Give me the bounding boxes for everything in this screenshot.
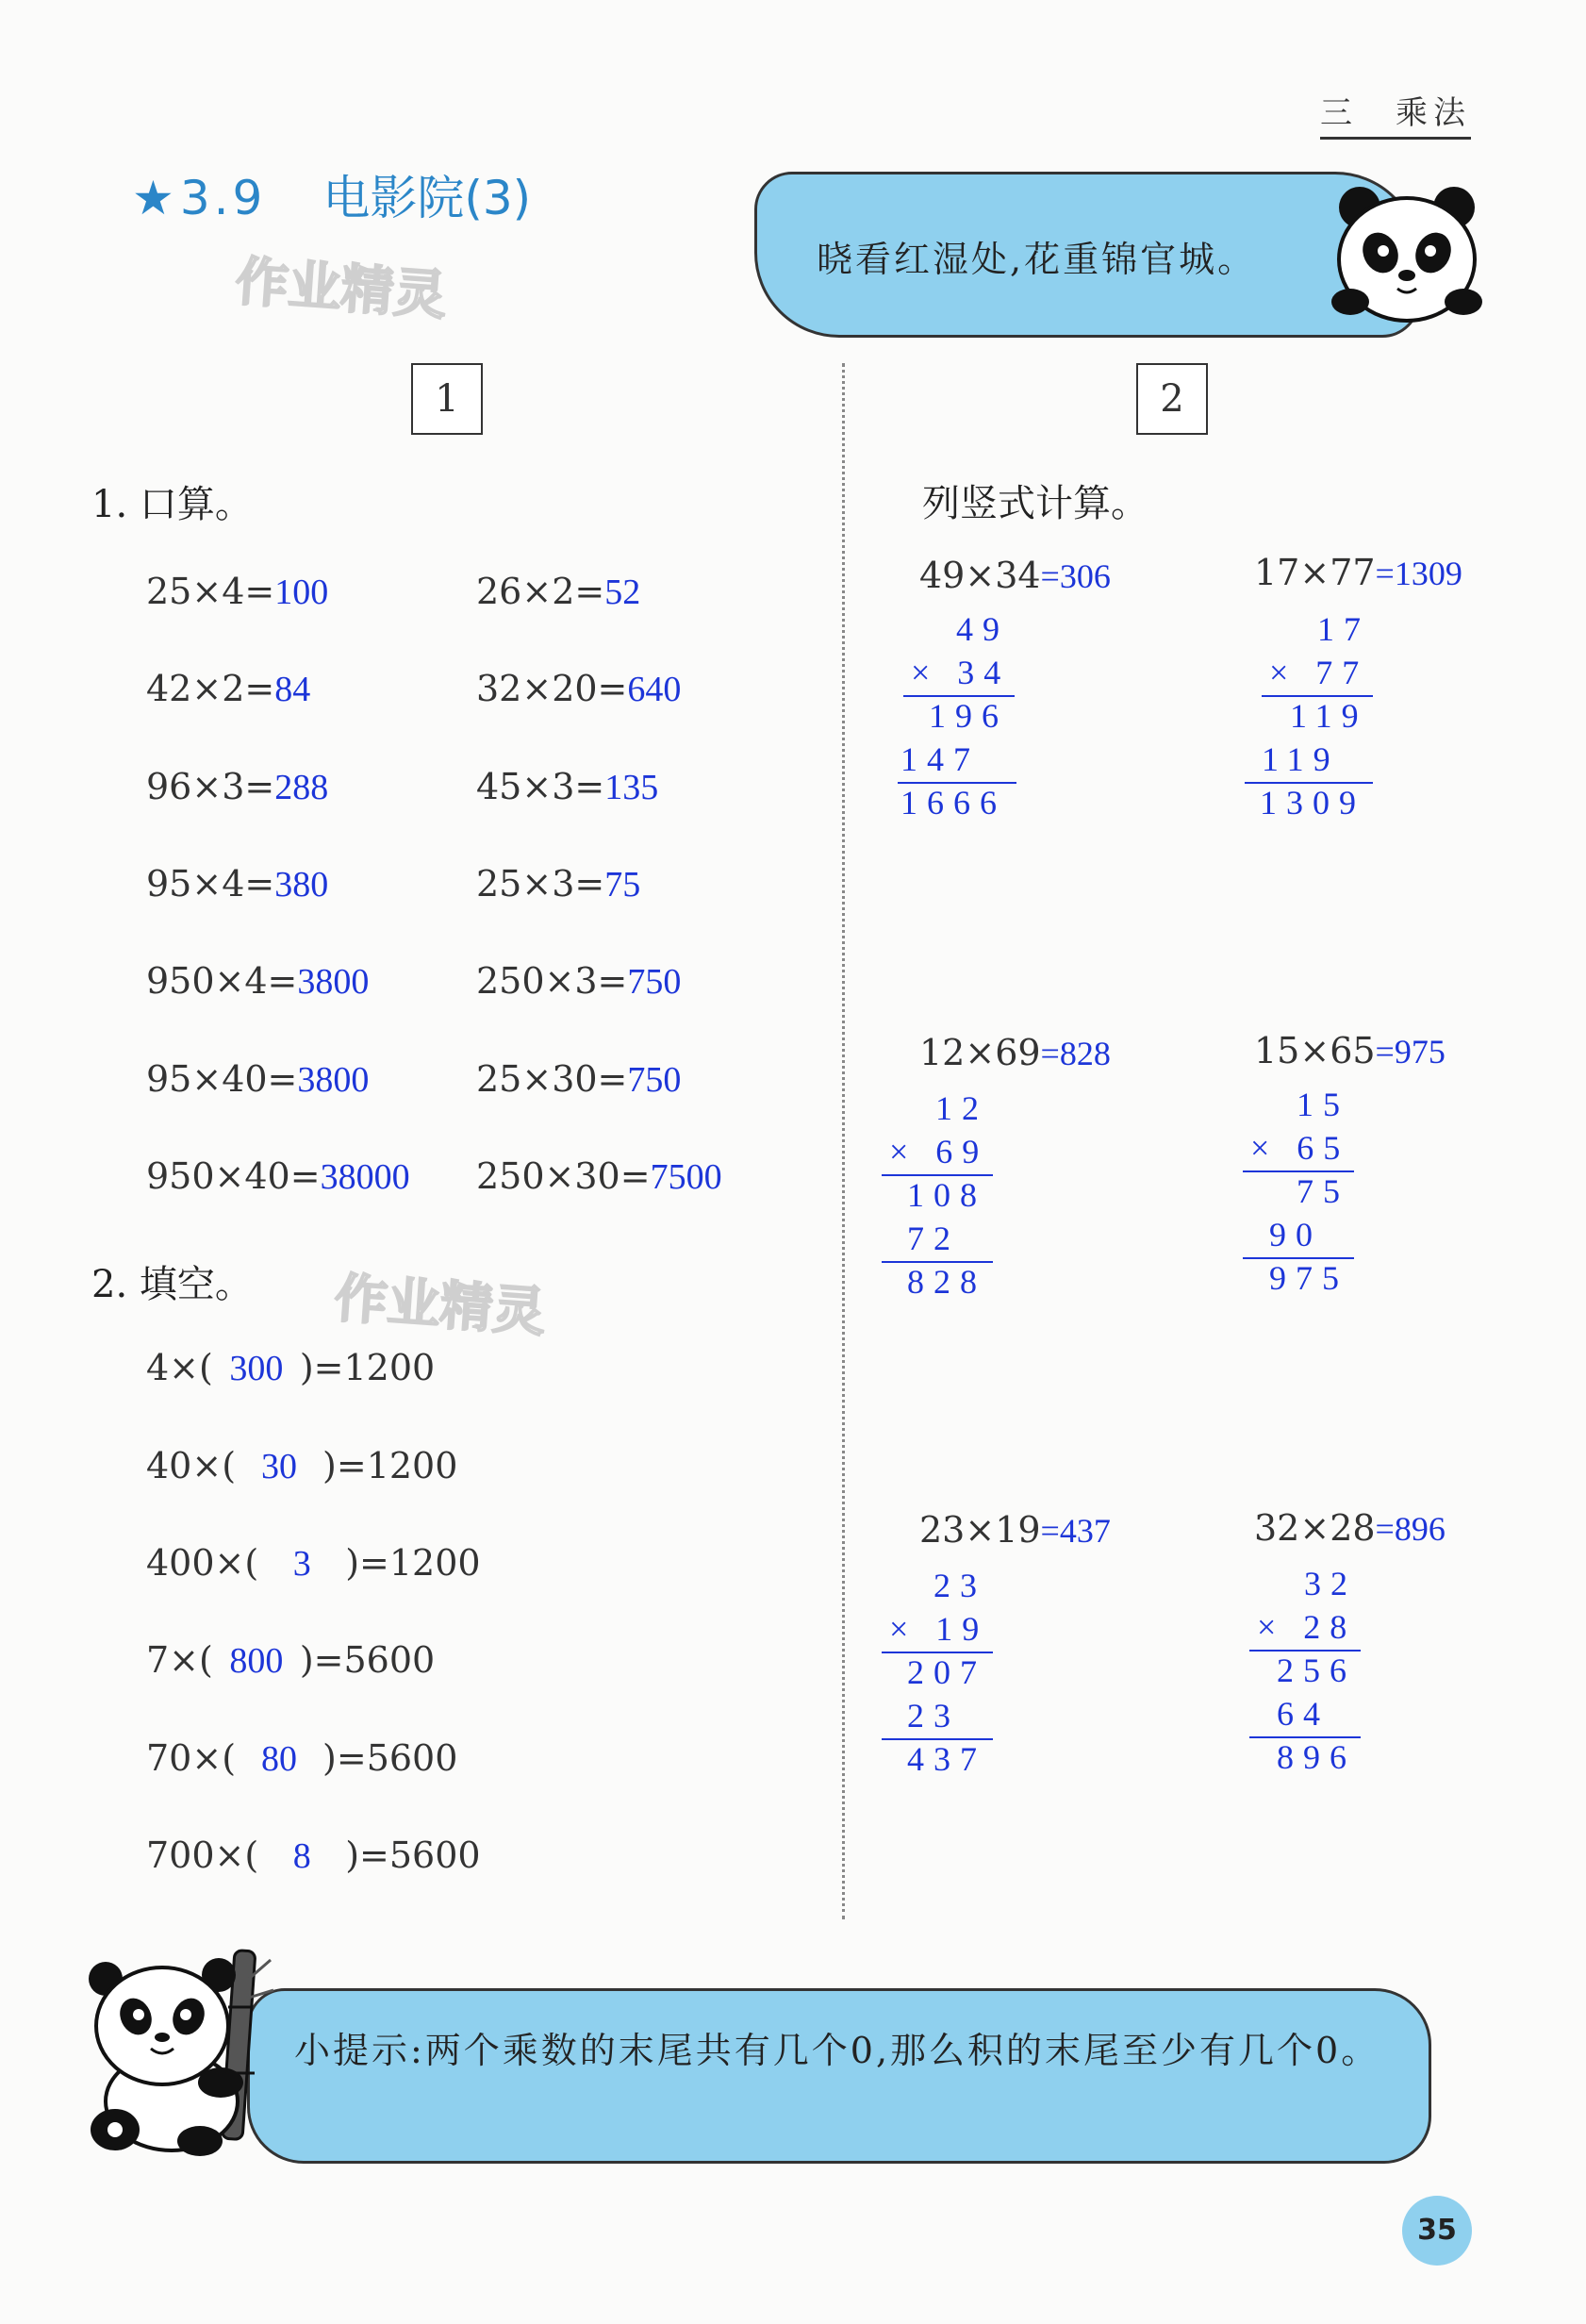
vertical-line: 72 <box>907 1220 960 1257</box>
vertical-line: 32 <box>1304 1565 1357 1602</box>
vertical-line: 75 <box>1297 1172 1349 1210</box>
vertical-line: × 19 <box>889 1610 989 1648</box>
vertical-line: 437 <box>907 1740 986 1778</box>
oral-item: 95×40=3800 <box>146 1058 370 1100</box>
chapter-header: 三 乘法 <box>1320 87 1471 140</box>
vertical-line: 896 <box>1277 1738 1356 1776</box>
panda-head-icon <box>1331 179 1482 330</box>
watermark: 作业精灵 <box>233 251 449 327</box>
vertical-line: 23 <box>933 1567 986 1604</box>
vertical-line: 196 <box>929 697 1008 735</box>
vertical-line: 975 <box>1269 1259 1348 1297</box>
lesson-title <box>132 160 531 228</box>
fill-item: 70×( 80 )=5600 <box>146 1737 458 1779</box>
tip-text: 小提示:两个乘数的末尾共有几个0,那么积的末尾至少有几个0。 <box>294 2030 1380 2071</box>
poem-text: 晓看红湿处,花重锦官城。 <box>817 239 1257 280</box>
column-divider <box>842 363 845 1919</box>
fill-item: 400×( 3 )=1200 <box>146 1542 481 1584</box>
vertical-problem-expr: 12×69=828 <box>919 1032 1111 1073</box>
vertical-line: 108 <box>907 1176 986 1214</box>
vertical-line: 1309 <box>1260 784 1365 822</box>
oral-item: 25×3=75 <box>476 863 641 905</box>
vertical-line: 12 <box>935 1089 988 1127</box>
star-icon: ★ <box>132 171 174 225</box>
fill-item: 700×( 8 )=5600 <box>146 1834 481 1876</box>
watermark: 作业精灵 <box>332 1268 548 1344</box>
vertical-line: 119 <box>1290 697 1368 735</box>
vertical-line: × 65 <box>1250 1129 1350 1167</box>
panel-number-1: 1 <box>411 363 483 435</box>
vertical-problem-expr: 17×77=1309 <box>1254 552 1462 593</box>
vertical-line: × 69 <box>889 1133 989 1170</box>
oral-item: 95×4=380 <box>146 863 329 905</box>
oral-item: 32×20=640 <box>476 668 682 709</box>
page-number: 35 <box>1402 2196 1472 2266</box>
oral-item: 25×4=100 <box>146 571 329 612</box>
panda-bamboo-icon <box>87 1941 275 2158</box>
fill-item: 7×( 800 )=5600 <box>146 1639 436 1681</box>
oral-item: 42×2=84 <box>146 668 311 709</box>
q-vertical-title: 列竖式计算。 <box>922 482 1148 525</box>
lesson-name: 电影院(3) <box>322 171 532 225</box>
oral-item: 250×30=7500 <box>476 1155 722 1197</box>
vertical-line: 64 <box>1277 1695 1330 1733</box>
vertical-problem-expr: 23×19=437 <box>919 1509 1111 1551</box>
vertical-line: × 77 <box>1269 654 1369 691</box>
fill-item: 40×( 30 )=1200 <box>146 1445 458 1486</box>
vertical-line: 119 <box>1262 740 1340 778</box>
vertical-problem-expr: 49×34=306 <box>919 555 1111 596</box>
vertical-problem-expr: 15×65=975 <box>1254 1030 1446 1071</box>
vertical-line: 49 <box>956 610 1009 648</box>
vertical-line: 15 <box>1297 1086 1349 1123</box>
panel-number-2: 2 <box>1136 363 1208 435</box>
oral-item: 250×3=750 <box>476 960 682 1002</box>
oral-item: 26×2=52 <box>476 571 641 612</box>
lesson-number: 3.9 <box>179 171 267 225</box>
vertical-problem-expr: 32×28=896 <box>1254 1507 1446 1549</box>
oral-item: 45×3=135 <box>476 766 659 807</box>
vertical-line: × 34 <box>911 654 1011 691</box>
q2-title: 2. 填空。 <box>91 1263 253 1306</box>
vertical-line: 147 <box>900 740 980 778</box>
fill-item: 4×( 300 )=1200 <box>146 1347 436 1388</box>
vertical-line: 256 <box>1277 1652 1356 1689</box>
oral-item: 96×3=288 <box>146 766 329 807</box>
oral-item: 25×30=750 <box>476 1058 682 1100</box>
vertical-line: 17 <box>1317 610 1370 648</box>
vertical-line: 828 <box>907 1263 986 1301</box>
vertical-line: 207 <box>907 1653 986 1691</box>
vertical-line: × 28 <box>1257 1608 1357 1646</box>
vertical-line: 1666 <box>900 784 1006 822</box>
vertical-line: 90 <box>1269 1216 1322 1253</box>
q1-title: 1. 口算。 <box>91 483 253 526</box>
oral-item: 950×4=3800 <box>146 960 370 1002</box>
vertical-line: 23 <box>907 1697 960 1735</box>
oral-item: 950×40=38000 <box>146 1155 410 1197</box>
